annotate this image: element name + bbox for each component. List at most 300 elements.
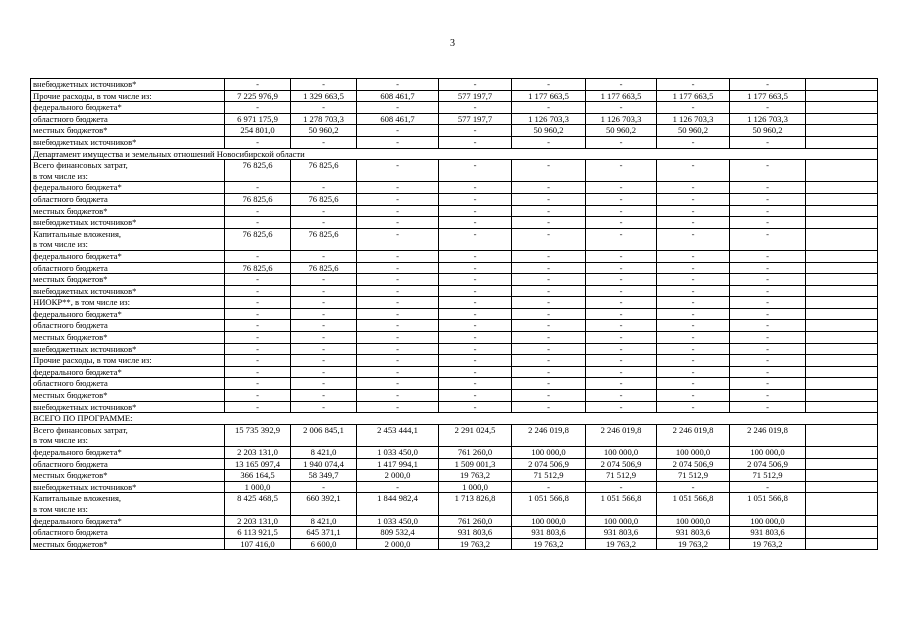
value-cell: - xyxy=(730,355,806,367)
value-cell: - xyxy=(357,193,439,205)
value-cell: - xyxy=(657,79,730,91)
value-cell: - xyxy=(291,366,357,378)
value-cell: - xyxy=(512,332,586,344)
empty-cell xyxy=(806,193,878,205)
empty-cell xyxy=(806,481,878,493)
value-cell: 1 051 566,8 xyxy=(512,493,586,515)
row-label xyxy=(31,332,225,344)
value-cell: - xyxy=(225,366,291,378)
value-cell: - xyxy=(512,355,586,367)
value-cell: 76 825,6 xyxy=(291,160,357,182)
value-cell: - xyxy=(657,297,730,309)
row-label-line: в том числе из: xyxy=(33,239,88,250)
value-cell: 2 006 845,1 xyxy=(291,424,357,446)
value-cell: 2 246 019,8 xyxy=(512,424,586,446)
row-label xyxy=(31,493,225,515)
row-label xyxy=(31,378,225,390)
value-cell: 76 825,6 xyxy=(291,193,357,205)
value-cell: - xyxy=(657,366,730,378)
section-row xyxy=(31,413,878,425)
value-cell: - xyxy=(357,481,439,493)
value-cell: 1 000,0 xyxy=(225,481,291,493)
value-cell: - xyxy=(225,274,291,286)
value-cell: - xyxy=(439,193,512,205)
section-row xyxy=(31,148,878,160)
value-cell: - xyxy=(512,401,586,413)
table-body xyxy=(31,79,878,550)
value-cell: 1 033 450,0 xyxy=(357,447,439,459)
value-cell: - xyxy=(225,136,291,148)
value-cell: - xyxy=(291,401,357,413)
row-label xyxy=(31,355,225,367)
table-row xyxy=(31,285,878,297)
value-cell: - xyxy=(657,390,730,402)
value-cell: 931 803,6 xyxy=(730,527,806,539)
table-row xyxy=(31,401,878,413)
value-cell: - xyxy=(512,366,586,378)
value-cell: - xyxy=(439,102,512,114)
value-cell: - xyxy=(291,136,357,148)
value-cell: - xyxy=(512,320,586,332)
value-cell: - xyxy=(730,228,806,250)
row-label xyxy=(31,182,225,194)
row-label xyxy=(31,136,225,148)
value-cell: 13 165 097,4 xyxy=(225,458,291,470)
value-cell: - xyxy=(586,136,657,148)
value-cell: 76 825,6 xyxy=(225,262,291,274)
value-cell: 1 177 663,5 xyxy=(657,90,730,102)
value-cell: - xyxy=(586,343,657,355)
table-row xyxy=(31,366,878,378)
value-cell: - xyxy=(657,228,730,250)
value-cell: 761 260,0 xyxy=(439,447,512,459)
value-cell: - xyxy=(291,217,357,229)
value-cell: 1 000,0 xyxy=(439,481,512,493)
value-cell: 19 763,2 xyxy=(586,538,657,550)
empty-cell xyxy=(806,447,878,459)
row-label-line: федерального бюджета* xyxy=(33,515,122,526)
row-label-line: федерального бюджета* xyxy=(33,447,122,457)
value-cell: - xyxy=(657,285,730,297)
empty-cell xyxy=(806,308,878,320)
row-label-line: федерального бюджета* xyxy=(33,366,122,377)
value-cell: 809 532,4 xyxy=(357,527,439,539)
value-cell: 19 763,2 xyxy=(512,538,586,550)
value-cell: - xyxy=(730,79,806,91)
value-cell: - xyxy=(657,136,730,148)
section-title: Департамент имущества и земельных отношений Новосибирской области xyxy=(31,148,878,160)
value-cell: 1 051 566,8 xyxy=(586,493,657,515)
table-row xyxy=(31,355,878,367)
value-cell: - xyxy=(730,390,806,402)
table-row xyxy=(31,250,878,262)
table-row xyxy=(31,297,878,309)
value-cell: 1 033 450,0 xyxy=(357,515,439,527)
value-cell: - xyxy=(357,308,439,320)
value-cell: - xyxy=(357,343,439,355)
row-label xyxy=(31,90,225,102)
value-cell: - xyxy=(225,308,291,320)
value-cell: 1 940 074,4 xyxy=(291,458,357,470)
value-cell: 1 126 703,3 xyxy=(657,113,730,125)
value-cell: - xyxy=(657,262,730,274)
table-row xyxy=(31,320,878,332)
row-label-line: областного бюджета xyxy=(33,527,108,538)
row-label-line: внебюджетных источников* xyxy=(33,136,137,147)
table-row xyxy=(31,217,878,229)
value-cell: - xyxy=(657,217,730,229)
value-cell: 58 349,7 xyxy=(291,470,357,482)
row-label-line: Прочие расходы, в том числе из: xyxy=(33,355,152,366)
row-label xyxy=(31,481,225,493)
row-label-line: местных бюджетов* xyxy=(33,538,108,549)
value-cell: 660 392,1 xyxy=(291,493,357,515)
value-cell: - xyxy=(291,343,357,355)
empty-cell xyxy=(806,217,878,229)
row-label xyxy=(31,193,225,205)
value-cell: 608 461,7 xyxy=(357,113,439,125)
value-cell: 2 246 019,8 xyxy=(586,424,657,446)
value-cell: - xyxy=(439,332,512,344)
value-cell: - xyxy=(225,320,291,332)
row-label-line: Капитальные вложения, xyxy=(33,493,122,504)
value-cell: 1 177 663,5 xyxy=(586,90,657,102)
value-cell: - xyxy=(657,378,730,390)
value-cell: - xyxy=(291,378,357,390)
value-cell: - xyxy=(291,182,357,194)
value-cell: - xyxy=(730,378,806,390)
value-cell: 1 713 826,8 xyxy=(439,493,512,515)
value-cell: - xyxy=(225,79,291,91)
value-cell: - xyxy=(730,250,806,262)
value-cell: 7 225 976,9 xyxy=(225,90,291,102)
row-label xyxy=(31,343,225,355)
row-label xyxy=(31,515,225,527)
value-cell: 577 197,7 xyxy=(439,113,512,125)
value-cell: - xyxy=(586,193,657,205)
value-cell: - xyxy=(225,217,291,229)
value-cell: - xyxy=(512,136,586,148)
value-cell: 931 803,6 xyxy=(512,527,586,539)
value-cell: - xyxy=(730,182,806,194)
value-cell: - xyxy=(730,366,806,378)
value-cell: 19 763,2 xyxy=(439,538,512,550)
value-cell: - xyxy=(512,102,586,114)
row-label-line: внебюджетных источников* xyxy=(33,79,137,89)
value-cell: 1 329 663,5 xyxy=(291,90,357,102)
value-cell: - xyxy=(657,355,730,367)
value-cell: - xyxy=(657,274,730,286)
row-label-line: федерального бюджета* xyxy=(33,250,122,261)
value-cell: - xyxy=(357,205,439,217)
row-label xyxy=(31,160,225,182)
value-cell: - xyxy=(225,390,291,402)
row-label xyxy=(31,447,225,459)
row-label xyxy=(31,538,225,550)
table-row xyxy=(31,332,878,344)
value-cell: 8 425 468,5 xyxy=(225,493,291,515)
value-cell: - xyxy=(439,79,512,91)
empty-cell xyxy=(806,527,878,539)
value-cell: 6 113 921,5 xyxy=(225,527,291,539)
row-label-line: внебюджетных источников* xyxy=(33,481,137,492)
value-cell: - xyxy=(586,378,657,390)
table-row xyxy=(31,102,878,114)
value-cell: - xyxy=(586,160,657,182)
value-cell: - xyxy=(291,79,357,91)
row-label xyxy=(31,274,225,286)
value-cell: 50 960,2 xyxy=(730,125,806,137)
value-cell: 931 803,6 xyxy=(657,527,730,539)
empty-cell xyxy=(806,102,878,114)
value-cell: 100 000,0 xyxy=(512,515,586,527)
value-cell: - xyxy=(586,274,657,286)
table-row xyxy=(31,308,878,320)
table-row xyxy=(31,113,878,125)
value-cell: 50 960,2 xyxy=(657,125,730,137)
row-label-line: областного бюджета xyxy=(33,262,108,273)
value-cell: - xyxy=(439,262,512,274)
value-cell: 2 000,0 xyxy=(357,470,439,482)
value-cell: 19 763,2 xyxy=(439,470,512,482)
row-label-line: Прочие расходы, в том числе из: xyxy=(33,90,152,101)
row-label xyxy=(31,297,225,309)
value-cell: 71 512,9 xyxy=(512,470,586,482)
value-cell: - xyxy=(225,205,291,217)
value-cell: - xyxy=(512,378,586,390)
value-cell: 1 126 703,3 xyxy=(730,113,806,125)
value-cell: 2 203 131,0 xyxy=(225,515,291,527)
empty-cell xyxy=(806,515,878,527)
row-label xyxy=(31,308,225,320)
value-cell: - xyxy=(657,401,730,413)
value-cell: 100 000,0 xyxy=(586,447,657,459)
table-row xyxy=(31,160,878,182)
value-cell: - xyxy=(586,285,657,297)
row-label-line: федерального бюджета* xyxy=(33,308,122,319)
value-cell: - xyxy=(730,332,806,344)
value-cell: - xyxy=(357,262,439,274)
value-cell: - xyxy=(439,182,512,194)
value-cell: - xyxy=(357,160,439,182)
row-label xyxy=(31,217,225,229)
value-cell: - xyxy=(225,332,291,344)
value-cell: - xyxy=(730,102,806,114)
empty-cell xyxy=(806,343,878,355)
value-cell: - xyxy=(357,366,439,378)
value-cell: - xyxy=(657,250,730,262)
value-cell: 577 197,7 xyxy=(439,90,512,102)
value-cell: - xyxy=(657,320,730,332)
value-cell: 1 051 566,8 xyxy=(657,493,730,515)
value-cell: 6 600,0 xyxy=(291,538,357,550)
value-cell: - xyxy=(291,390,357,402)
table-row xyxy=(31,458,878,470)
value-cell: - xyxy=(586,102,657,114)
empty-cell xyxy=(806,378,878,390)
value-cell: - xyxy=(657,182,730,194)
value-cell: 76 825,6 xyxy=(225,228,291,250)
row-label-line: областного бюджета xyxy=(33,378,108,389)
row-label xyxy=(31,458,225,470)
value-cell: - xyxy=(512,160,586,182)
value-cell: 19 763,2 xyxy=(730,538,806,550)
value-cell: - xyxy=(657,332,730,344)
value-cell: - xyxy=(357,285,439,297)
value-cell: 608 461,7 xyxy=(357,90,439,102)
value-cell: - xyxy=(439,285,512,297)
table-row xyxy=(31,262,878,274)
row-label-line: Всего финансовых затрат, xyxy=(33,424,128,435)
table-row xyxy=(31,228,878,250)
table-row xyxy=(31,424,878,446)
value-cell: 71 512,9 xyxy=(730,470,806,482)
table-row xyxy=(31,527,878,539)
empty-cell xyxy=(806,366,878,378)
empty-cell xyxy=(806,390,878,402)
value-cell: 6 971 175,9 xyxy=(225,113,291,125)
row-label-line: внебюджетных источников* xyxy=(33,343,137,354)
value-cell: - xyxy=(357,320,439,332)
row-label xyxy=(31,366,225,378)
value-cell: - xyxy=(439,308,512,320)
empty-cell xyxy=(806,136,878,148)
value-cell: 2 000,0 xyxy=(357,538,439,550)
table-row xyxy=(31,515,878,527)
value-cell: 100 000,0 xyxy=(730,515,806,527)
empty-cell xyxy=(806,113,878,125)
value-cell: 1 051 566,8 xyxy=(730,493,806,515)
row-label-line: внебюджетных источников* xyxy=(33,285,137,296)
value-cell: 76 825,6 xyxy=(291,228,357,250)
value-cell: - xyxy=(657,193,730,205)
table-row xyxy=(31,125,878,137)
value-cell: - xyxy=(586,250,657,262)
table-row xyxy=(31,205,878,217)
table-row xyxy=(31,538,878,550)
value-cell: - xyxy=(512,205,586,217)
value-cell: - xyxy=(291,250,357,262)
table-row xyxy=(31,390,878,402)
value-cell: - xyxy=(357,136,439,148)
row-label xyxy=(31,401,225,413)
value-cell: 50 960,2 xyxy=(512,125,586,137)
value-cell: - xyxy=(439,160,512,182)
empty-cell xyxy=(806,125,878,137)
row-label xyxy=(31,285,225,297)
row-label-line: федерального бюджета* xyxy=(33,102,122,113)
value-cell: - xyxy=(225,297,291,309)
value-cell: 2 074 506,9 xyxy=(657,458,730,470)
value-cell: 254 801,0 xyxy=(225,125,291,137)
empty-cell xyxy=(806,262,878,274)
value-cell: - xyxy=(291,308,357,320)
value-cell: - xyxy=(225,378,291,390)
value-cell: - xyxy=(357,217,439,229)
value-cell: - xyxy=(730,320,806,332)
table-row xyxy=(31,378,878,390)
value-cell: 2 246 019,8 xyxy=(657,424,730,446)
value-cell: - xyxy=(730,262,806,274)
value-cell: 1 417 994,1 xyxy=(357,458,439,470)
value-cell: - xyxy=(225,401,291,413)
empty-cell xyxy=(806,538,878,550)
row-label-line: областного бюджета xyxy=(33,320,108,331)
row-label xyxy=(31,250,225,262)
table-row xyxy=(31,447,878,459)
empty-cell xyxy=(806,79,878,91)
value-cell: - xyxy=(657,343,730,355)
value-cell: - xyxy=(512,217,586,229)
row-label xyxy=(31,102,225,114)
value-cell: - xyxy=(357,102,439,114)
value-cell: - xyxy=(357,332,439,344)
value-cell: - xyxy=(439,228,512,250)
value-cell: - xyxy=(439,320,512,332)
value-cell: 100 000,0 xyxy=(657,447,730,459)
row-label xyxy=(31,424,225,446)
value-cell: - xyxy=(512,297,586,309)
value-cell: - xyxy=(657,102,730,114)
row-label-line: местных бюджетов* xyxy=(33,125,108,136)
row-label xyxy=(31,79,225,91)
value-cell: - xyxy=(291,285,357,297)
value-cell: 76 825,6 xyxy=(291,262,357,274)
value-cell: - xyxy=(291,320,357,332)
row-label xyxy=(31,527,225,539)
empty-cell xyxy=(806,205,878,217)
value-cell: - xyxy=(291,481,357,493)
value-cell: - xyxy=(225,102,291,114)
empty-cell xyxy=(806,424,878,446)
value-cell: - xyxy=(657,160,730,182)
value-cell: - xyxy=(439,366,512,378)
empty-cell xyxy=(806,250,878,262)
value-cell: - xyxy=(586,320,657,332)
empty-cell xyxy=(806,228,878,250)
value-cell: - xyxy=(439,390,512,402)
value-cell: - xyxy=(357,390,439,402)
row-label-line: в том числе из: xyxy=(33,503,88,514)
value-cell: 15 735 392,9 xyxy=(225,424,291,446)
value-cell: - xyxy=(586,401,657,413)
value-cell: - xyxy=(291,205,357,217)
value-cell: 1 126 703,3 xyxy=(512,113,586,125)
value-cell: - xyxy=(730,160,806,182)
value-cell: - xyxy=(357,378,439,390)
table-row xyxy=(31,193,878,205)
value-cell: - xyxy=(730,343,806,355)
value-cell: - xyxy=(586,262,657,274)
value-cell: - xyxy=(730,401,806,413)
row-label-line: НИОКР**, в том числе из: xyxy=(33,297,130,308)
value-cell: - xyxy=(291,332,357,344)
value-cell: 1 126 703,3 xyxy=(586,113,657,125)
value-cell: - xyxy=(730,217,806,229)
empty-cell xyxy=(806,401,878,413)
value-cell: - xyxy=(730,308,806,320)
value-cell: - xyxy=(439,205,512,217)
value-cell: - xyxy=(439,378,512,390)
value-cell: - xyxy=(439,217,512,229)
value-cell: - xyxy=(512,228,586,250)
value-cell: - xyxy=(657,481,730,493)
value-cell: - xyxy=(225,355,291,367)
empty-cell xyxy=(806,458,878,470)
row-label-line: местных бюджетов* xyxy=(33,274,108,285)
value-cell: - xyxy=(586,182,657,194)
value-cell: - xyxy=(512,343,586,355)
